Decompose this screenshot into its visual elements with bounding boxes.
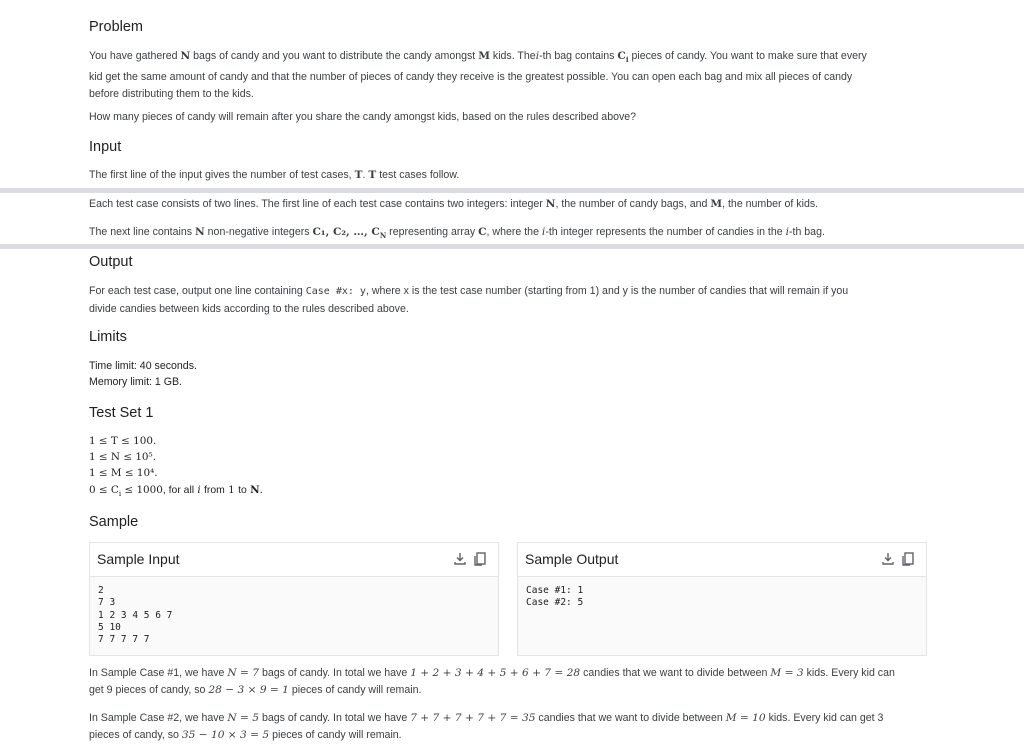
- problem-paragraph-2: How many pieces of candy will remain after you share the candy amongst kids, based on the rules described above?: [89, 111, 637, 123]
- input-line-3: The next line contains N non-negative integers C₁, C₂, …, $C_N$ representing array C, where the i-th integer represents the number of candies in the i-th bag.: [89, 226, 825, 241]
- separator-band-top: [0, 188, 1024, 193]
- sample-heading: Sample: [89, 514, 139, 530]
- case-format-code: Case #x: y: [305, 286, 366, 297]
- explanation-case-1: In Sample Case #1, we have N = 7 bags of candy. In total we have 1 + 2 + 3 + 4 + 5 + 6 + 7 = 28 candies that we want to divide between M = 3 kids. Every kid can get 9 pieces of candy, so 28 − 3 × 9 = 1 pieces of candy will remain.: [89, 667, 895, 696]
- constraint-m: 1 ≤ M ≤ 10⁴.: [89, 467, 158, 480]
- constraint-n: 1 ≤ N ≤ 10⁵.: [89, 451, 157, 464]
- sample-output-header: [518, 543, 926, 577]
- input-heading: Input: [89, 139, 122, 155]
- limits-list: [89, 358, 197, 390]
- sample-output-box: [517, 542, 927, 656]
- input-line-2: Each test case consists of two lines. The first line of each test case contains two integers: integer N, the number of candy bags, and M, the number of kids.: [89, 198, 819, 210]
- output-heading: Output: [89, 254, 133, 270]
- sample-input-box: [89, 542, 499, 656]
- sample-input-title: Sample Input: [97, 551, 180, 567]
- problem-heading: Problem: [89, 19, 143, 35]
- sample-input-text[interactable]: 2 7 3 1 2 3 4 5 6 7 5 10 7 7 7 7 7: [98, 585, 173, 646]
- sample-output-title: Sample Output: [525, 551, 619, 567]
- limits-heading: Limits: [89, 329, 127, 345]
- test-set-heading: Test Set 1: [89, 405, 154, 421]
- time-limit: Time limit: 40 seconds.: [89, 360, 197, 372]
- download-icon[interactable]: [880, 551, 896, 567]
- constraint-t: 1 ≤ T ≤ 100.: [89, 435, 157, 447]
- sample-output-text[interactable]: Case #1: 1 Case #2: 5: [526, 585, 584, 609]
- copy-icon[interactable]: [472, 551, 488, 567]
- problem-paragraph-1: You have gathered N bags of candy and you want to distribute the candy amongst M kids. Thei-th bag contains $C_i$ pieces of candy. You want to make sure that every kid get the same amount of candy and that the number of pieces of candy they receive is the greatest possible. You can open each bag and mix all pieces of candy before distributing them to the kids.: [89, 50, 867, 100]
- download-icon[interactable]: [452, 551, 468, 567]
- constraint-c: $0 \le C_i \le 1000$, for all i from 1 to N.: [89, 483, 263, 498]
- output-paragraph: For each test case, output one line containing Case #x: y, where x is the test case number (starting from 1) and y is the number of candies that will remain if you divide candies between kids according to the rules described above.: [89, 285, 849, 315]
- input-line-1: The first line of the input gives the number of test cases, T. T test cases follow.: [89, 169, 460, 181]
- test-set-constraints: [89, 433, 263, 502]
- memory-limit: Memory limit: 1 GB.: [89, 376, 183, 389]
- explanation-case-2: In Sample Case #2, we have N = 5 bags of candy. In total we have 7 + 7 + 7 + 7 + 7 = 35 candies that we want to divide between M = 10 kids. Every kid can get 3 pieces of candy, so 35 − 10 × 3 = 5 pieces of candy will remain.: [89, 712, 884, 741]
- sample-input-header: [90, 543, 498, 577]
- copy-icon[interactable]: [900, 551, 916, 567]
